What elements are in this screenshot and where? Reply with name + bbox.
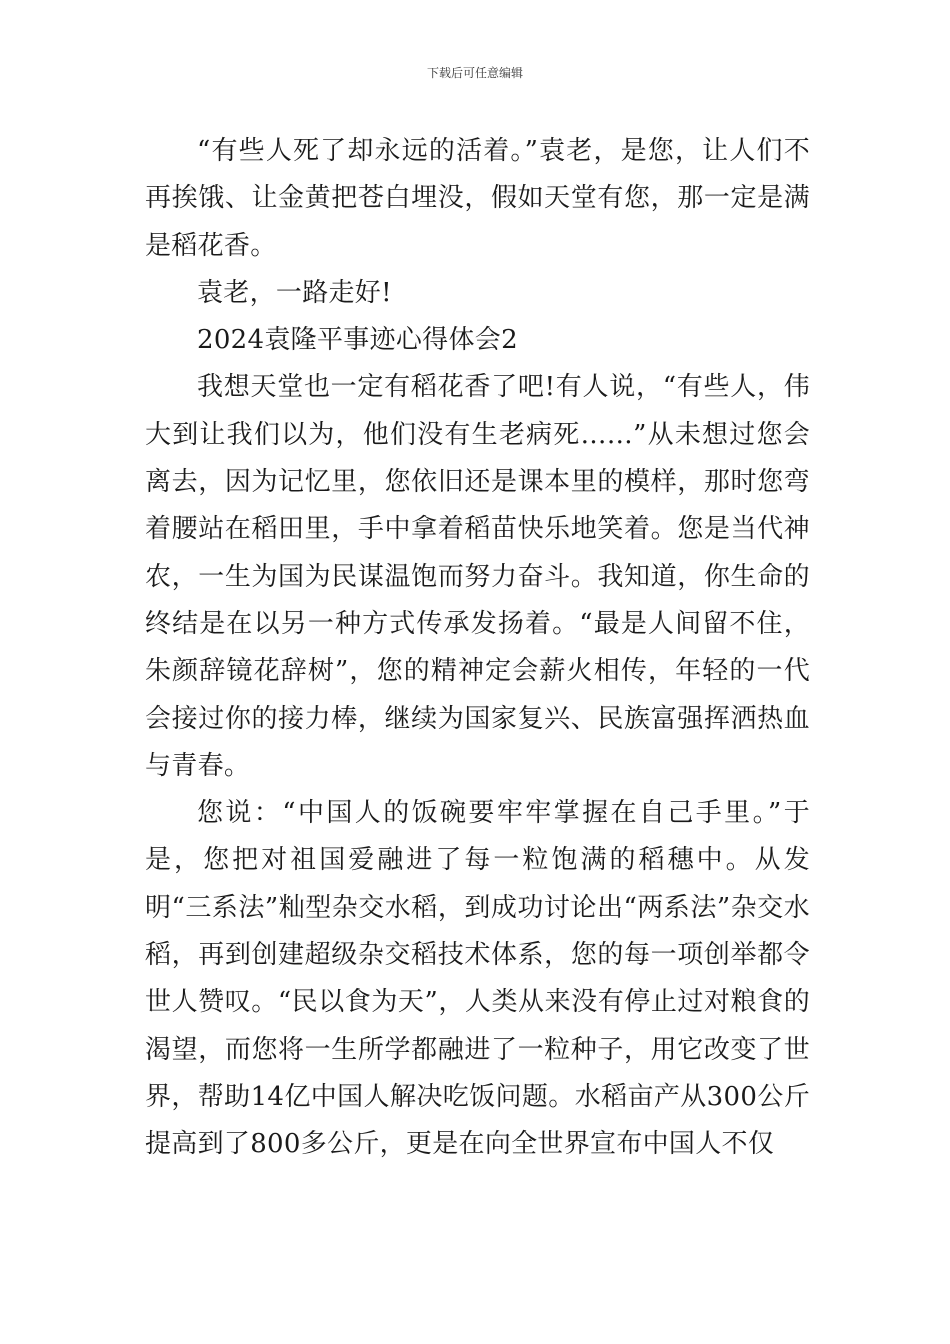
page-header: 下载后可任意编辑: [426, 66, 523, 80]
paragraph-2: 袁老，一路走好!: [197, 277, 392, 308]
paragraph-1: “有些人死了却永远的活着。”袁老，是您，让人们不再挨饿、让金黄把苍白埋没，假如天堂有您，那一定是满是稻花香。: [145, 136, 810, 261]
paragraph-3: 我想天堂也一定有稻花香了吧!有人说，“有些人，伟大到让我们以为，他们没有生老病死……”从未想过您会离去，因为记忆里，您依旧还是课本里的模样，那时您弯着腰站在稻田里，手中拿着稻苗快乐地笑着。您是当代神农，一生为国为民谋温饱而努力奋斗。我知道，你生命的终结是在以另一种方式传承发扬着。“最是人间留不住，朱颜辞镜花辞树”，您的精神定会薪火相传，年轻的一代会接过你的接力棒，继续为国家复兴、民族富强挥洒热血与青春。: [145, 372, 810, 781]
paragraph-4: 您说：“中国人的饭碗要牢牢掌握在自己手里。”于是，您把对祖国爱融进了每一粒饱满的稻穗中。从发明“三系法”籼型杂交水稻，到成功讨论出“两系法”杂交水稻，再到创建超级杂交稻技术体系，您的每一项创举都令世人赞叹。“民以食为天”，人类从来没有停止过对粮食的渴望，而您将一生所学都融进了一粒种子，用它改变了世界，帮助14亿中国人解决吃饭问题。水稻亩产从300公斤提高到了800多公斤，更是在向全世界宣布中国人不仅: [145, 798, 810, 1160]
document-body: [145, 128, 810, 1169]
section-title: 2024袁隆平事迹心得体会2: [197, 325, 518, 356]
